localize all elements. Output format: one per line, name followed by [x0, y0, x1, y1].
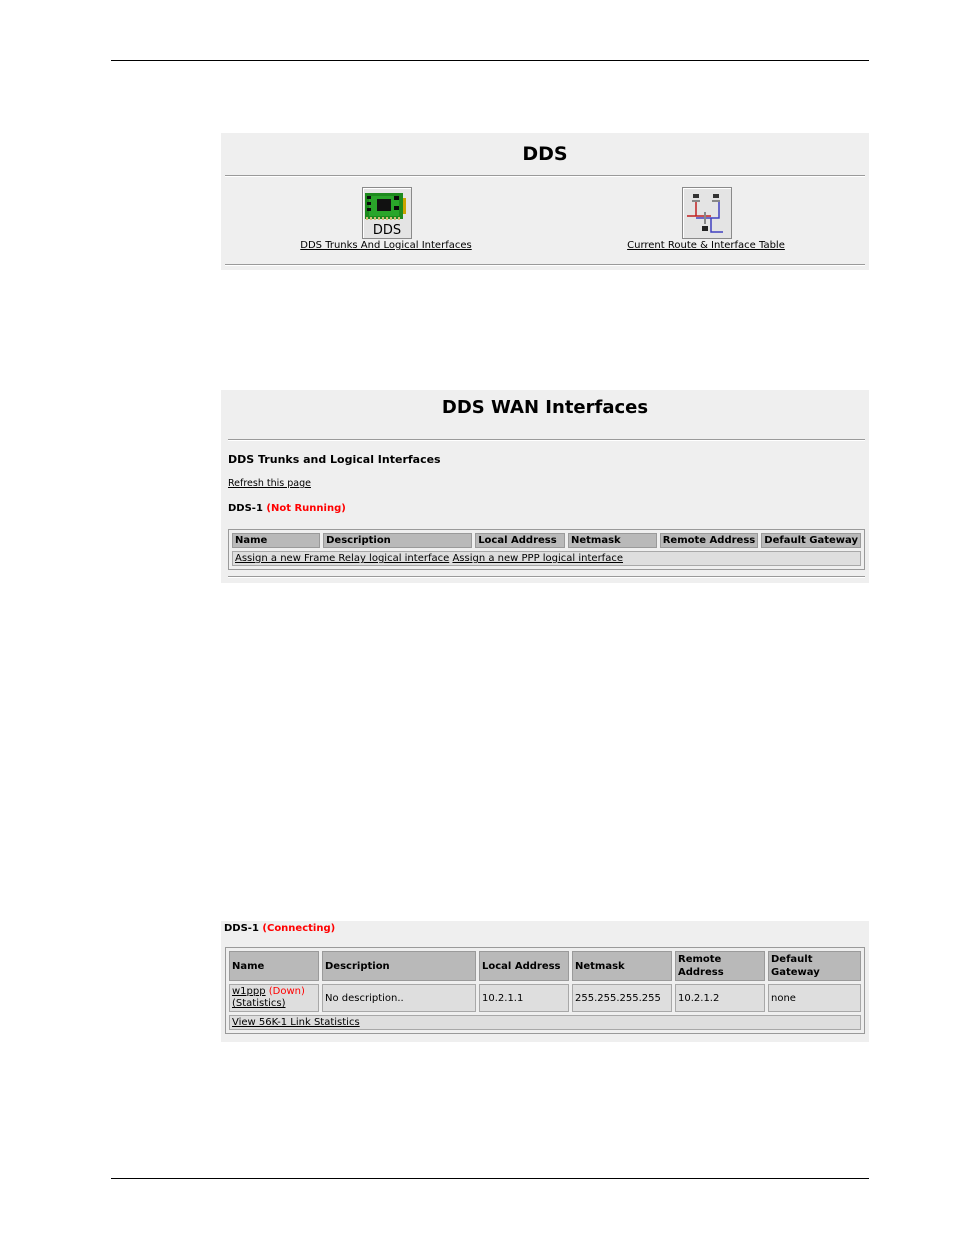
table-row — [232, 551, 861, 566]
col-netmask: Netmask — [572, 951, 672, 981]
dds-wan-panel — [221, 390, 869, 583]
refresh-link[interactable]: Refresh this page — [228, 478, 311, 489]
cell-default-gateway: none — [768, 984, 861, 1012]
col-default-gateway: Default Gateway — [768, 951, 861, 981]
trunk-name: DDS-1 — [228, 503, 263, 514]
divider — [225, 175, 865, 177]
trunk-status — [224, 923, 335, 934]
cell-name — [229, 984, 319, 1012]
dds-card-icon[interactable] — [362, 187, 412, 239]
col-default-gateway: Default Gateway — [761, 533, 861, 548]
col-name: Name — [229, 951, 319, 981]
col-name: Name — [232, 533, 320, 548]
cell-local-address: 10.2.1.1 — [479, 984, 569, 1012]
col-netmask: Netmask — [568, 533, 657, 548]
route-table-link[interactable]: Current Route & Interface Table — [627, 240, 785, 251]
trunk-status — [228, 503, 346, 514]
divider — [225, 264, 865, 266]
interface-state: (Down) — [268, 986, 305, 997]
assign-frame-relay-link[interactable]: Assign a new Frame Relay logical interface — [235, 553, 450, 564]
col-remote-address: Remote Address — [660, 533, 759, 548]
page-top-rule — [111, 60, 869, 61]
status-badge: (Not Running) — [266, 503, 346, 514]
divider — [228, 576, 865, 578]
dds-icon-text: DDS — [372, 223, 402, 238]
section-title: DDS Trunks and Logical Interfaces — [228, 453, 441, 466]
col-description: Description — [322, 951, 476, 981]
dds-connecting-panel — [221, 921, 869, 1042]
table-header-row — [232, 533, 861, 548]
cell-remote-address: 10.2.1.2 — [675, 984, 765, 1012]
assign-ppp-link[interactable]: Assign a new PPP logical interface — [452, 553, 623, 564]
divider — [228, 439, 865, 441]
assign-cell — [232, 551, 861, 566]
cell-description: No description.. — [322, 984, 476, 1012]
link-stats-cell — [229, 1015, 861, 1030]
col-local-address: Local Address — [479, 951, 569, 981]
interfaces-table — [225, 947, 865, 1034]
interfaces-table — [228, 529, 865, 570]
status-badge: (Connecting) — [262, 923, 336, 934]
network-route-icon[interactable] — [682, 187, 732, 239]
table-header-row — [229, 951, 861, 981]
trunk-name: DDS-1 — [224, 923, 259, 934]
table-row — [229, 984, 861, 1012]
cell-netmask: 255.255.255.255 — [572, 984, 672, 1012]
col-local-address: Local Address — [475, 533, 565, 548]
table-row — [229, 1015, 861, 1030]
col-remote-address: Remote Address — [675, 951, 765, 981]
interface-link[interactable]: w1ppp — [232, 986, 266, 997]
dds-trunks-link[interactable]: DDS Trunks And Logical Interfaces — [300, 240, 472, 251]
panel-title: DDS — [522, 143, 568, 165]
col-description: Description — [323, 533, 472, 548]
dds-menu-panel — [221, 133, 869, 270]
statistics-link[interactable]: (Statistics) — [232, 998, 286, 1009]
panel-title: DDS WAN Interfaces — [441, 397, 649, 418]
link-statistics-link[interactable]: View 56K-1 Link Statistics — [232, 1017, 360, 1028]
page-bottom-rule — [111, 1178, 869, 1179]
